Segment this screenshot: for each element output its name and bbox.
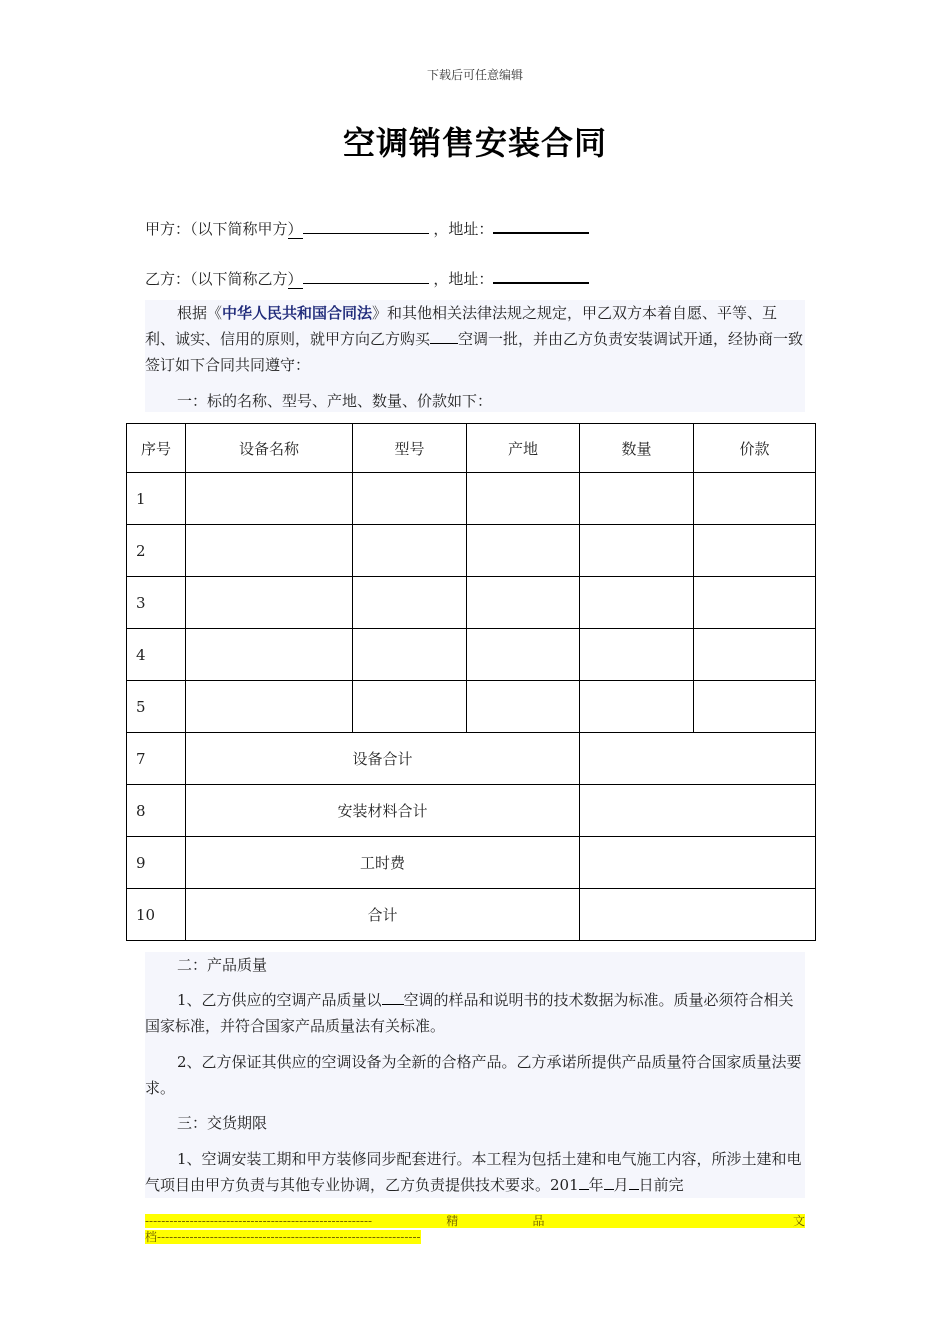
row-index: 4 <box>127 629 186 681</box>
col-header-model: 型号 <box>353 424 467 473</box>
day-blank[interactable] <box>629 1175 639 1190</box>
cell-price[interactable] <box>694 473 816 525</box>
summary-row-equipment-total <box>127 733 816 785</box>
table-row <box>127 577 816 629</box>
footer-watermark-line2: 档----------------------------------------------------------------- <box>145 1230 421 1244</box>
document-title: 空调销售安装合同 <box>342 124 607 162</box>
col-header-origin: 产地 <box>467 424 580 473</box>
cell-origin[interactable] <box>467 629 580 681</box>
footer-watermark <box>145 1214 805 1228</box>
party-a-address-field[interactable] <box>493 218 589 234</box>
party-b-address-label: ，地址： <box>433 270 494 288</box>
contract-law-link[interactable]: 中华人民共和国合同法 <box>222 304 373 322</box>
section3-heading: 三：交货期限 <box>177 1114 268 1132</box>
cell-origin[interactable] <box>467 681 580 733</box>
party-a-line <box>145 218 589 239</box>
summary-value-cell[interactable] <box>580 889 816 941</box>
header-note: 下载后可任意编辑 <box>426 68 523 82</box>
table-row <box>127 681 816 733</box>
cell-origin[interactable] <box>467 473 580 525</box>
summary-label: 设备合计 <box>186 733 580 785</box>
party-b-close: ） <box>287 270 303 288</box>
party-a-close: ） <box>287 220 303 238</box>
row-index: 5 <box>127 681 186 733</box>
summary-value-cell[interactable] <box>580 733 816 785</box>
section3-paragraph-1: 1、空调安装工期和甲方装修同步配套进行。本工程为包括土建和电气施工内容，所涉土建和电气项目由甲方负责与其他专业协调，乙方负责提供技术要求。201 年 月 日前完 <box>145 1150 802 1194</box>
cell-price[interactable] <box>694 577 816 629</box>
year-blank[interactable] <box>579 1175 589 1190</box>
cell-equipment-name[interactable] <box>186 681 353 733</box>
section2-paragraph-2: 2、乙方保证其供应的空调设备为全新的合格产品。乙方承诺所提供产品质量符合国家质量法要求。 <box>145 1053 802 1097</box>
cell-price[interactable] <box>694 525 816 577</box>
cell-model[interactable] <box>353 525 467 577</box>
party-a-address-label: ，地址： <box>433 220 494 238</box>
party-a-label: 甲方：（以下简称甲方 <box>145 220 288 238</box>
party-a-name-field[interactable] <box>303 219 429 234</box>
col-header-price: 价款 <box>694 424 816 473</box>
party-b-label: 乙方：（以下简称乙方 <box>145 270 288 288</box>
col-header-index: 序号 <box>127 424 186 473</box>
summary-label: 工时费 <box>186 837 580 889</box>
footer-dashes: -------------------------------------------------------- <box>145 1214 373 1228</box>
row-index: 9 <box>127 837 186 889</box>
col-header-quantity: 数量 <box>580 424 694 473</box>
party-b-name-field[interactable] <box>303 269 429 284</box>
cell-origin[interactable] <box>467 525 580 577</box>
summary-value-cell[interactable] <box>580 785 816 837</box>
cell-model[interactable] <box>353 629 467 681</box>
intro-paragraph: 根据《中华人民共和国合同法》和其他相关法律法规之规定，甲乙双方本着自愿、平等、互利、诚实、信用的原则，就甲方向乙方购买 空调一批，并由乙方负责安装调试开通，经协商一致签订如下合同共同遵守： <box>145 304 804 374</box>
summary-row-materials-total <box>127 785 816 837</box>
section2-paragraph-1: 1、乙方供应的空调产品质量以 空调的样品和说明书的技术数据为标准。质量必须符合相关国家标准，并符合国家产品质量法有关标准。 <box>145 991 794 1035</box>
cell-origin[interactable] <box>467 577 580 629</box>
cell-model[interactable] <box>353 681 467 733</box>
table-header-row <box>127 424 816 473</box>
cell-quantity[interactable] <box>580 525 694 577</box>
row-index: 1 <box>127 473 186 525</box>
summary-value-cell[interactable] <box>580 837 816 889</box>
table-row <box>127 525 816 577</box>
party-b-line <box>145 268 589 289</box>
cell-model[interactable] <box>353 473 467 525</box>
row-index: 2 <box>127 525 186 577</box>
cell-quantity[interactable] <box>580 629 694 681</box>
cell-quantity[interactable] <box>580 473 694 525</box>
summary-row-grand-total <box>127 889 816 941</box>
sample-brand-blank[interactable] <box>382 990 404 1005</box>
footer-char-3: 文 <box>792 1214 805 1228</box>
col-header-equipment-name: 设备名称 <box>186 424 353 473</box>
summary-row-labor-fee <box>127 837 816 889</box>
cell-model[interactable] <box>353 577 467 629</box>
cell-equipment-name[interactable] <box>186 629 353 681</box>
table-row <box>127 629 816 681</box>
cell-quantity[interactable] <box>580 577 694 629</box>
brand-blank[interactable] <box>430 329 458 344</box>
section2-heading: 二：产品质量 <box>177 956 268 974</box>
month-blank[interactable] <box>604 1175 614 1190</box>
summary-label: 合计 <box>186 889 580 941</box>
row-index: 10 <box>127 889 186 941</box>
cell-equipment-name[interactable] <box>186 577 353 629</box>
cell-quantity[interactable] <box>580 681 694 733</box>
equipment-table <box>126 423 816 941</box>
party-b-address-field[interactable] <box>493 268 589 284</box>
table-row <box>127 473 816 525</box>
cell-equipment-name[interactable] <box>186 525 353 577</box>
cell-price[interactable] <box>694 681 816 733</box>
cell-equipment-name[interactable] <box>186 473 353 525</box>
section1-heading: 一：标的名称、型号、产地、数量、价款如下： <box>177 392 493 410</box>
footer-char-2: 品 <box>532 1214 545 1228</box>
row-index: 8 <box>127 785 186 837</box>
row-index: 7 <box>127 733 186 785</box>
footer-char-1: 精 <box>446 1214 459 1228</box>
row-index: 3 <box>127 577 186 629</box>
cell-price[interactable] <box>694 629 816 681</box>
summary-label: 安装材料合计 <box>186 785 580 837</box>
